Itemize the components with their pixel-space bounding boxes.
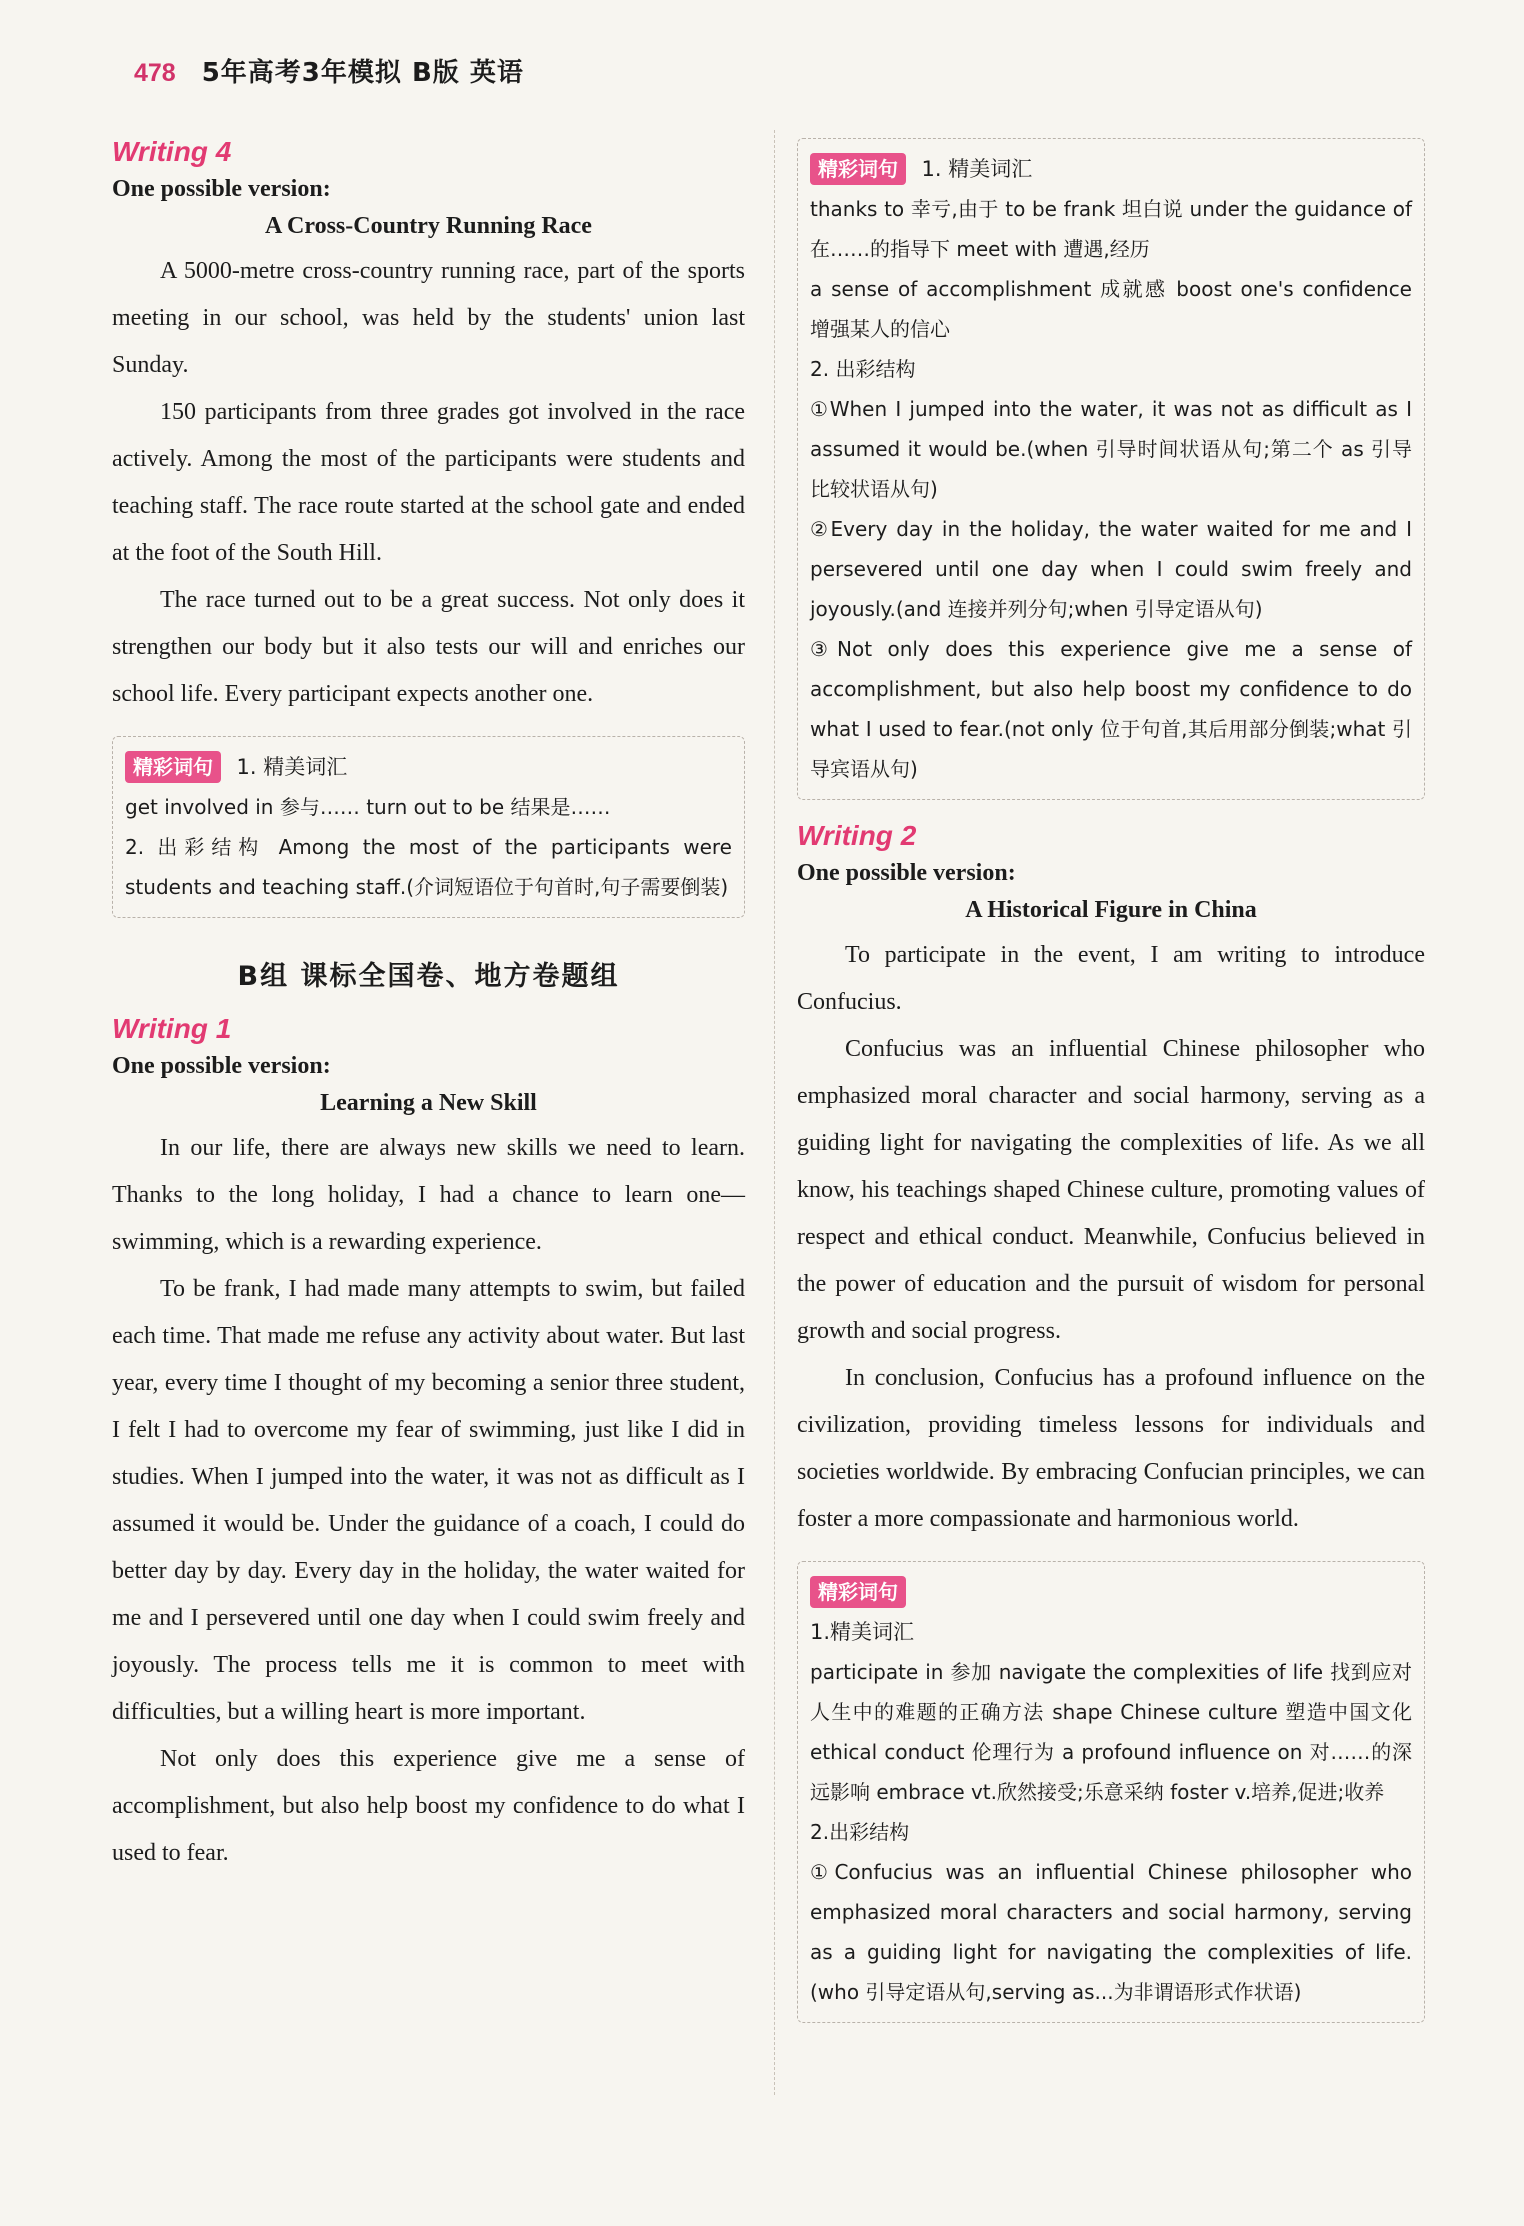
vocab-heading: 1. 精美词汇 [921, 157, 1033, 181]
writing1-title: Learning a New Skill [320, 1090, 537, 1116]
box-line: ①When I jumped into the water, it was not as difficult as I assumed it would be.(when 引导时间状语从句;第二个 as 引导比较状语从句) [810, 397, 1412, 501]
page-header [134, 52, 524, 92]
right-column [797, 130, 1425, 2043]
box-line: 2.出彩结构 [810, 1820, 910, 1844]
writing4-version-label: One possible version: [112, 176, 331, 202]
book-title: 5年高考3年模拟 B版 英语 [201, 58, 524, 88]
group-heading: B组 课标全国卷、地方卷题组 [237, 961, 620, 992]
highlight-badge: 精彩词句 [810, 153, 906, 185]
writing2-paragraph: To participate in the event, I am writing to introduce Confucius. [797, 942, 1425, 1015]
page-number: 478 [134, 59, 176, 87]
writing4-paragraph: A 5000-metre cross-country running race, part of the sports meeting in our school, was held by the students' union last Sunday. [112, 258, 745, 378]
writing2-highlight-box [797, 1561, 1425, 2023]
highlight-badge: 精彩词句 [125, 751, 221, 783]
highlight-badge: 精彩词句 [810, 1576, 906, 1608]
writing4-paragraph: The race turned out to be a great success. Not only does it strengthen our body but it also tests our will and enriches our school life. Every participant expects another one. [112, 587, 745, 707]
writing4-paragraph: 150 participants from three grades got involved in the race actively. Among the most of the participants were students and teaching staff. The race route started at the school gate and ended at the foot of the South Hill. [112, 399, 745, 566]
box-line: thanks to 幸亏,由于 to be frank 坦白说 under the guidance of 在……的指导下 meet with 遭遇,经历 [810, 197, 1412, 261]
writing1-paragraph: Not only does this experience give me a sense of accomplishment, but also help boost my confidence to do what I used to fear. [112, 1746, 745, 1866]
column-divider [774, 130, 775, 2095]
structure-line: 2. 出彩结构 Among the most of the participants were students and teaching staff.(介词短语位于句首时,句子需要倒装) [125, 835, 732, 899]
vocab-line: get involved in 参与…… turn out to be 结果是…… [125, 795, 611, 819]
box-line: ①Confucius was an influential Chinese philosopher who emphasized moral characters and social harmony, serving as a guiding light for navigating the complexities of life.(who 引导定语从句,serving as...为非谓语形式作状语) [810, 1860, 1412, 2004]
writing4-heading: Writing 4 [112, 136, 232, 167]
writing4-highlight-box [112, 736, 745, 918]
writing1-heading: Writing 1 [112, 1013, 232, 1044]
writing2-paragraph: Confucius was an influential Chinese philosopher who emphasized moral character and social harmony, serving as a guiding light for navigating the complexities of life. As we all know, his teachings shaped Chinese culture, promoting values of respect and ethical conduct. Meanwhile, Confucius believed in the power of education and the pursuit of wisdom for personal growth and social progress. [797, 1036, 1425, 1344]
writing2-heading: Writing 2 [797, 820, 917, 851]
vocab-heading: 1. 精美词汇 [236, 755, 348, 779]
vocab-heading: 1.精美词汇 [810, 1620, 915, 1644]
writing1-version-label: One possible version: [112, 1053, 331, 1079]
writing1-paragraph: In our life, there are always new skills we need to learn. Thanks to the long holiday, I had a chance to learn one—swimming, which is a rewarding experience. [112, 1135, 745, 1255]
writing2-title: A Historical Figure in China [965, 897, 1257, 923]
writing4-title: A Cross-Country Running Race [265, 213, 592, 239]
box-line: ②Every day in the holiday, the water waited for me and I persevered until one day when I could swim freely and joyously.(and 连接并列分句;when 引导定语从句) [810, 517, 1412, 621]
writing1-paragraph: To be frank, I had made many attempts to swim, but failed each time. That made me refuse any activity about water. But last year, every time I thought of my becoming a senior three student, I felt I had to overcome my fear of swimming, just like I did in studies. When I jumped into the water, it was not as difficult as I assumed it would be. Under the guidance of a coach, I could do better day by day. Every day in the holiday, the water waited for me and I persevered until one day when I could swim freely and joyously. The process tells me it is common to meet with difficulties, but a willing heart is more important. [112, 1276, 745, 1725]
writing1-highlight-box [797, 138, 1425, 800]
box-line: 2. 出彩结构 [810, 357, 916, 381]
writing2-paragraph: In conclusion, Confucius has a profound influence on the civilization, providing timeless lessons for individuals and societies worldwide. By embracing Confucian principles, we can foster a more compassionate and harmonious world. [797, 1365, 1425, 1532]
box-line: ③Not only does this experience give me a sense of accomplishment, but also help boost my confidence to do what I used to fear.(not only 位于句首,其后用部分倒装;what 引导宾语从句) [810, 637, 1412, 781]
box-line: a sense of accomplishment 成就感 boost one's confidence 增强某人的信心 [810, 277, 1412, 341]
box-line: participate in 参加 navigate the complexities of life 找到应对人生中的难题的正确方法 shape Chinese culture 塑造中国文化 ethical conduct 伦理行为 a profound influence on 对……的深远影响 embrace vt.欣然接受;乐意采纳 foster v.培养,促进;收养 [810, 1660, 1412, 1804]
left-column [112, 130, 745, 1877]
writing2-version-label: One possible version: [797, 860, 1016, 886]
